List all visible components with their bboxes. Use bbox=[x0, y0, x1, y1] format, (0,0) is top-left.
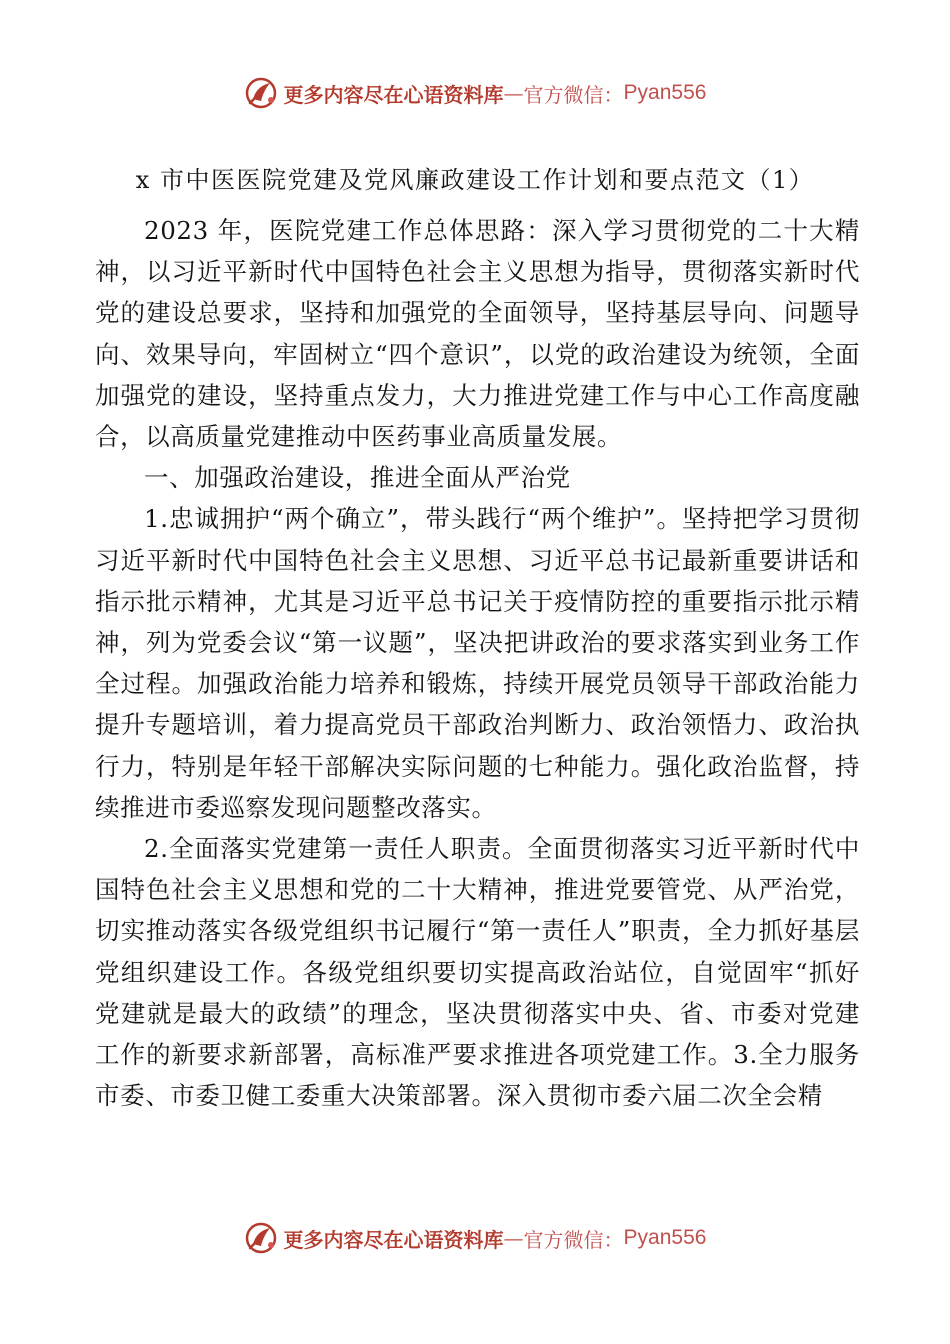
header-banner-title: 更多内容尽在心语资料库 bbox=[283, 82, 504, 107]
header-banner bbox=[0, 73, 950, 113]
footer-banner-wechat-label: 官方微信： bbox=[523, 1227, 624, 1252]
footer-banner-separator: — bbox=[503, 1226, 524, 1250]
section-heading-1: 一、加强政治建设，推进全面从严治党 bbox=[144, 463, 571, 493]
header-banner-separator: — bbox=[503, 81, 524, 105]
document-body bbox=[95, 210, 860, 1116]
footer-banner-wechat-id: Pyan556 bbox=[623, 1226, 707, 1249]
library-logo-icon bbox=[244, 75, 280, 111]
paragraph-item-1: 1.忠诚拥护“两个确立”，带头践行“两个维护”。坚持把学习贯彻习近平新时代中国特色社会主义思想、习近平总书记最新重要讲话和指示批示精神，尤其是习近平总书记关于疫情防控的重要指示批示精神，列为党委会议“第一议题”，坚决把讲政治的要求落实到业务工作全过程。加强政治能力培养和锻炼，持续开展党员领导干部政治能力提升专题培训，着力提高党员干部政治判断力、政治领悟力、政治执行力，特别是年轻干部解决实际问题的七种能力。强化政治监督，持续推进市委巡察发现问题整改落实。 bbox=[95, 504, 860, 822]
document-title: x 市中医医院党建及党风廉政建设工作计划和要点范文（1） bbox=[135, 166, 815, 194]
paragraph-item-2: 2.全面落实党建第一责任人职责。全面贯彻落实习近平新时代中国特色社会主义思想和党的二十大精神，推进党要管党、从严治党，切实推动落实各级党组织书记履行“第一责任人”职责，全力抓好基层党组织建设工作。各级党组织要切实提高政治站位，自觉固牢“抓好党建就是最大的政绩”的理念，坚决贯彻落实中央、省、市委对党建工作的新要求新部署，高标准严要求推进各项党建工作。3.全力服务市委、市委卫健工委重大决策部署。深入贯彻市委六届二次全会精 bbox=[95, 834, 860, 1111]
footer-banner-title: 更多内容尽在心语资料库 bbox=[283, 1227, 504, 1252]
library-logo-icon bbox=[244, 1220, 280, 1256]
header-banner-wechat-id: Pyan556 bbox=[623, 81, 707, 104]
header-banner-wechat-label: 官方微信： bbox=[523, 82, 624, 107]
paragraph-overview: 2023 年，医院党建工作总体思路：深入学习贯彻党的二十大精神，以习近平新时代中国特色社会主义思想为指导，贯彻落实新时代党的建设总要求，坚持和加强党的全面领导，坚持基层导向、问题导向、效果导向，牢固树立“四个意识”，以党的政治建设为统领，全面加强党的建设，坚持重点发力，大力推进党建工作与中心工作高度融合，以高质量党建推动中医药事业高质量发展。 bbox=[95, 216, 860, 452]
footer-banner bbox=[0, 1218, 950, 1258]
